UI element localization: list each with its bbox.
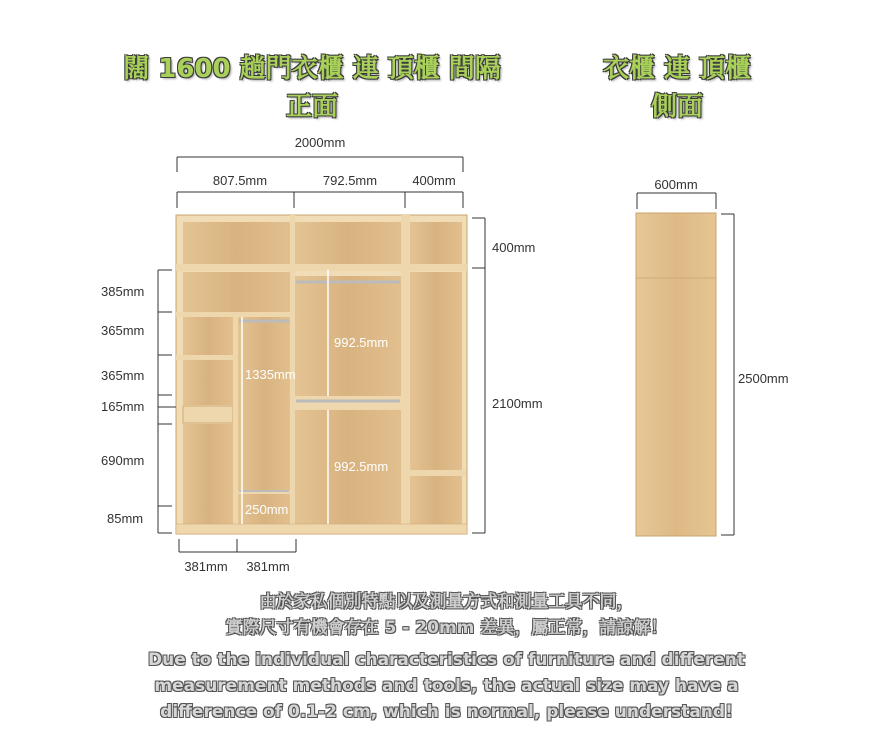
left-dim-3: 365mm — [101, 368, 145, 383]
bottom-dim-2: 381mm — [246, 559, 290, 574]
dim-top-cabinet-height: 400mm — [492, 240, 536, 255]
note-en-line3: difference of 0.1-2 cm, which is normal, please understand! — [160, 702, 733, 722]
dim-right-width: 400mm — [412, 173, 456, 188]
front-view-subtitle: 正面 — [285, 92, 338, 122]
side-cabinet — [636, 213, 716, 536]
front-cabinet — [176, 215, 467, 534]
left-dim-5: 690mm — [101, 453, 145, 468]
inner-dim-upper-hang: 992.5mm — [334, 335, 389, 350]
left-dim-2: 365mm — [101, 323, 145, 338]
dim-middle-width: 792.5mm — [322, 173, 378, 188]
note-en-line2: measurement methods and tools, the actual size may have a — [154, 676, 739, 696]
note-en-line1: Due to the individual characteristics of furniture and different — [148, 650, 745, 670]
left-dim-6: 85mm — [107, 511, 144, 526]
inner-dim-lower-hang: 992.5mm — [334, 459, 389, 474]
inner-dim-long-hang: 1335mm — [245, 367, 296, 382]
right-dimension-lines — [472, 218, 485, 533]
side-view-subtitle: 側面 — [650, 92, 703, 122]
bottom-dimension-lines — [179, 539, 296, 552]
left-dimension-lines — [158, 270, 176, 533]
note-zh-line2: 實際尺寸有機會存在 5 - 20mm 差異，屬正常，請諒解！ — [225, 618, 668, 638]
side-view-title: 衣櫃 連 頂櫃 — [602, 54, 752, 84]
side-dim-depth: 600mm — [654, 177, 698, 192]
front-view-title: 闊 1600 趟門衣櫃 連 頂櫃 間隔 — [123, 54, 501, 84]
left-dim-4: 165mm — [101, 399, 145, 414]
inner-dim-small: 250mm — [245, 502, 289, 517]
dim-overall-width: 2000mm — [294, 135, 346, 150]
note-zh-line1: 由於家私個別特點以及測量方式和測量工具不同， — [259, 592, 634, 612]
left-dim-1: 385mm — [101, 284, 145, 299]
bottom-dim-1: 381mm — [184, 559, 228, 574]
dim-left-width: 807.5mm — [212, 173, 268, 188]
side-dim-height: 2500mm — [738, 371, 789, 386]
dim-main-height: 2100mm — [492, 396, 543, 411]
